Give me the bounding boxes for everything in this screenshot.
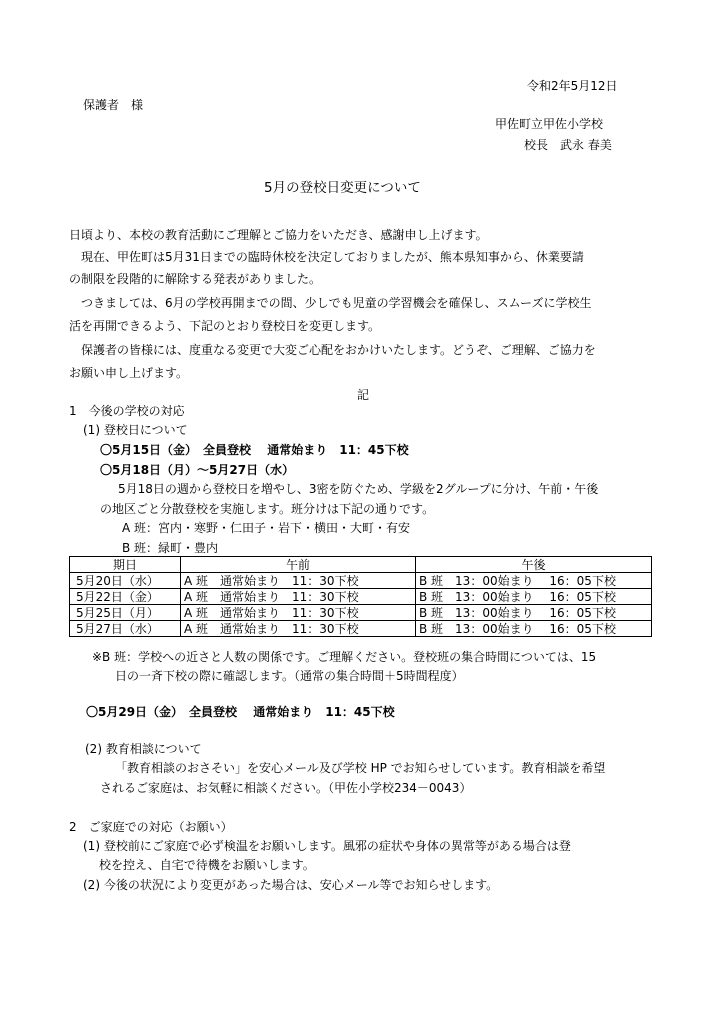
consult-line: されるご家庭は、お気軽に相談ください。（甲佐小学校234－0043） [100, 781, 472, 795]
schedule-item: 〇5月18日（月）～5月27日（水） [100, 463, 295, 477]
table-header-row [70, 557, 652, 573]
intro-line: 日頃より、本校の教育活動にご理解とご協力をいただき、感謝申し上げます。 [69, 228, 488, 242]
table-cell: A 班 通常始まり 11：30下校 [181, 621, 416, 637]
column-header: 午後 [416, 557, 652, 573]
group-b: B 班：緑町・豊内 [122, 541, 219, 555]
request-line: (1) 登校前にご家庭で必ず検温をお願いします。風邪の症状や身体の異常等がある場合は登 [83, 839, 571, 853]
request-line: (2) 今後の状況により変更があった場合は、安心メール等でお知らせします。 [83, 878, 499, 892]
intro-line: 現在、甲佐町は5月31日までの臨時休校を決定しておりましたが、熊本県知事から、休業要請 [81, 250, 584, 264]
table-cell: A 班 通常始まり 11：30下校 [181, 589, 416, 605]
table-cell: B 班 13：00始まり 16：05下校 [416, 605, 652, 621]
table-cell: A 班 通常始まり 11：30下校 [181, 605, 416, 621]
table-cell: B 班 13：00始まり 16：05下校 [416, 621, 652, 637]
column-header: 午前 [181, 557, 416, 573]
group-a: A 班：宮内・寒野・仁田子・岩下・横田・大町・有安 [122, 521, 411, 535]
principal-name: 校長 武永 春美 [524, 138, 612, 152]
table-cell: A 班 通常始まり 11：30下校 [181, 573, 416, 589]
intro-line: 保護者の皆様には、度重なる変更で大変ご心配をおかけいたします。どうぞ、ご理解、ご協力を [81, 343, 596, 357]
schedule-item: 〇5月15日（金） 全員登校 通常始まり 11：45下校 [100, 443, 409, 457]
table-row [70, 605, 652, 621]
issue-date: 令和2年5月12日 [527, 79, 618, 93]
description-line: の地区ごと分散登校を実施します。班分けは下記の通りです。 [100, 502, 435, 516]
note-line: ※B 班：学校への近さと人数の関係です。ご理解ください。登校班の集合時間については、15 [92, 650, 597, 664]
page-title: 5月の登校日変更について [264, 180, 421, 196]
schedule-table [69, 556, 652, 637]
ki-mark: 記 [357, 388, 370, 402]
consult-line: 「教育相談のおさそい」を安心メール及び学校 HP でお知らせしています。教育相談を希望 [115, 761, 606, 775]
request-line: 校を控え、自宅で待機をお願いします。 [99, 858, 315, 872]
column-header: 期日 [70, 557, 181, 573]
intro-line: 活を再開できるよう、下記のとおり登校日を変更します。 [69, 319, 381, 333]
table-row [70, 621, 652, 637]
table-cell: B 班 13：00始まり 16：05下校 [416, 589, 652, 605]
addressee: 保護者 様 [83, 98, 144, 112]
table-cell: B 班 13：00始まり 16：05下校 [416, 573, 652, 589]
section1-heading: 1 今後の学校の対応 [69, 404, 185, 418]
intro-line: お願い申し上げます。 [69, 366, 189, 380]
intro-line: つきましては、6月の学校再開までの間、少しでも児童の学習機会を確保し、スムーズに学校生 [81, 296, 592, 310]
table-cell: 5月27日（水） [70, 621, 181, 637]
section2-heading: 2 ご家庭での対応（お願い） [69, 820, 233, 834]
description-line: 5月18日の週から登校日を増やし、3密を防ぐため、学級を2グループに分け、午前・午後 [118, 482, 599, 496]
table-cell: 5月25日（月） [70, 605, 181, 621]
table-row [70, 573, 652, 589]
intro-line: の制限を段階的に解除する発表がありました。 [69, 272, 322, 286]
table-cell: 5月22日（金） [70, 589, 181, 605]
table-cell: 5月20日（水） [70, 573, 181, 589]
subsection-heading: (2) 教育相談について [85, 742, 202, 756]
subsection-heading: (1) 登校日について [83, 423, 188, 437]
note-line: 日の一斉下校の際に確認します。（通常の集合時間＋5時間程度） [115, 669, 464, 683]
schedule-item: 〇5月29日（金） 全員登校 通常始まり 11：45下校 [86, 705, 395, 719]
school-name: 甲佐町立甲佐小学校 [495, 117, 604, 131]
table-row [70, 589, 652, 605]
